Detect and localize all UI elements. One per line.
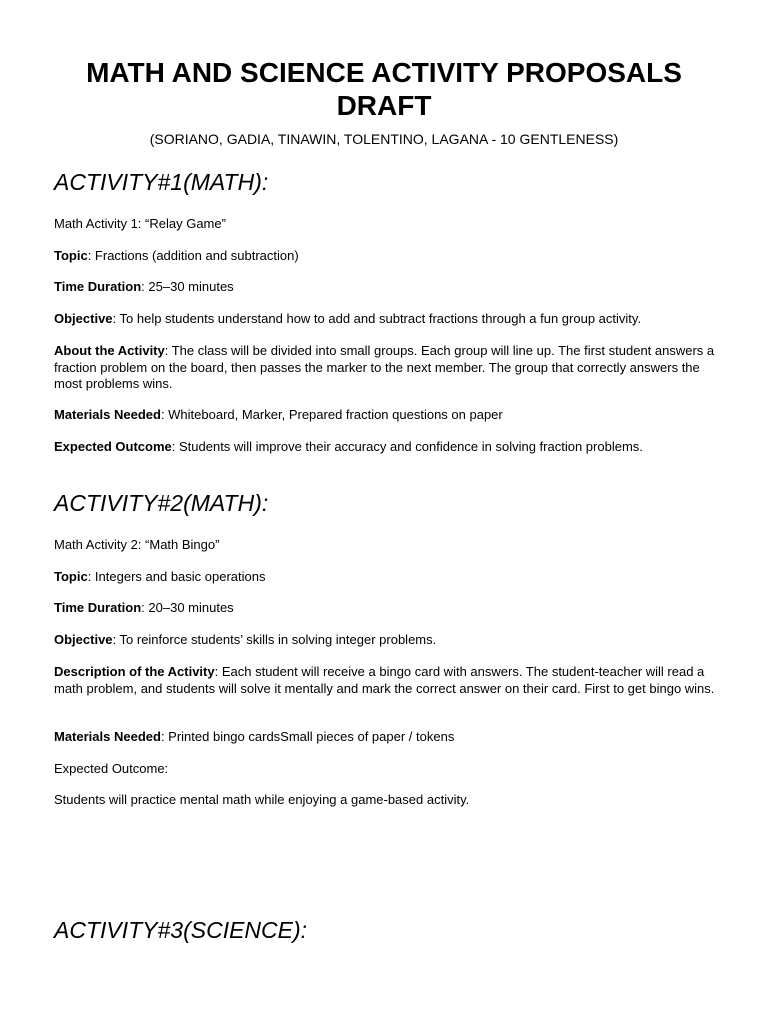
activity-1-heading: ACTIVITY#1(MATH): [54, 169, 269, 195]
time-duration-label: Time Duration [54, 600, 142, 615]
activity-1-name: Math Activity 1: “Relay Game” [54, 216, 226, 231]
activity-2-name: Math Activity 2: “Math Bingo” [54, 537, 220, 552]
time-duration-value: : 25–30 minutes [141, 279, 234, 294]
materials-value: : Whiteboard, Marker, Prepared fraction questions on paper [160, 407, 503, 422]
activity-1-objective [54, 311, 718, 328]
description-label: Description of the Activity [54, 664, 215, 679]
about-label: About the Activity [54, 343, 165, 358]
objective-label: Objective [54, 311, 113, 326]
activity-2-expected-outcome-text: Students will practice mental math while enjoying a game-based activity. [54, 792, 470, 807]
activity-1-topic [54, 248, 718, 265]
activity-1-about [54, 343, 718, 393]
activity-3-heading: ACTIVITY#3(SCIENCE): [54, 917, 308, 943]
topic-label: Topic [54, 569, 88, 584]
materials-label: Materials Needed [54, 407, 161, 422]
activity-2-objective [54, 632, 718, 649]
expected-outcome-label: Expected Outcome [54, 439, 172, 454]
activity-2-time-duration [54, 600, 718, 617]
topic-value: : Integers and basic operations [87, 569, 266, 584]
activity-2-heading: ACTIVITY#2(MATH): [54, 490, 269, 516]
activity-2-topic [54, 569, 718, 586]
expected-outcome-value: : Students will improve their accuracy and confidence in solving fraction problems. [171, 439, 643, 454]
activity-2-materials [54, 729, 718, 746]
activity-1-materials [54, 407, 718, 424]
materials-value: : Printed bingo cardsSmall pieces of paper / tokens [160, 729, 455, 744]
materials-label: Materials Needed [54, 729, 161, 744]
topic-label: Topic [54, 248, 88, 263]
about-value: : The class will be divided into small groups. Each group will line up. The first student answers a fraction problem on the board, then passes the marker to the next member. The group that correctly answers the most problems wins. [54, 343, 715, 391]
activity-2-description [54, 664, 718, 697]
objective-value: : To reinforce students’ skills in solving integer problems. [112, 632, 437, 647]
activity-1-expected-outcome [54, 439, 718, 456]
topic-value: : Fractions (addition and subtraction) [87, 248, 299, 263]
objective-value: : To help students understand how to add and subtract fractions through a fun group activity. [112, 311, 642, 326]
description-value: : Each student will receive a bingo card with answers. The student-teacher will read a math problem, and students will solve it mentally and mark the correct answer on their card. First to get bingo wins. [54, 664, 715, 696]
document-title: MATH AND SCIENCE ACTIVITY PROPOSALS DRAFT [86, 57, 682, 121]
document-subtitle: (SORIANO, GADIA, TINAWIN, TOLENTINO, LAGANA - 10 GENTLENESS) [149, 131, 619, 147]
activity-2-expected-outcome-heading: Expected Outcome: [54, 761, 169, 776]
objective-label: Objective [54, 632, 113, 647]
time-duration-label: Time Duration [54, 279, 142, 294]
time-duration-value: : 20–30 minutes [141, 600, 234, 615]
activity-1-time-duration [54, 279, 718, 296]
